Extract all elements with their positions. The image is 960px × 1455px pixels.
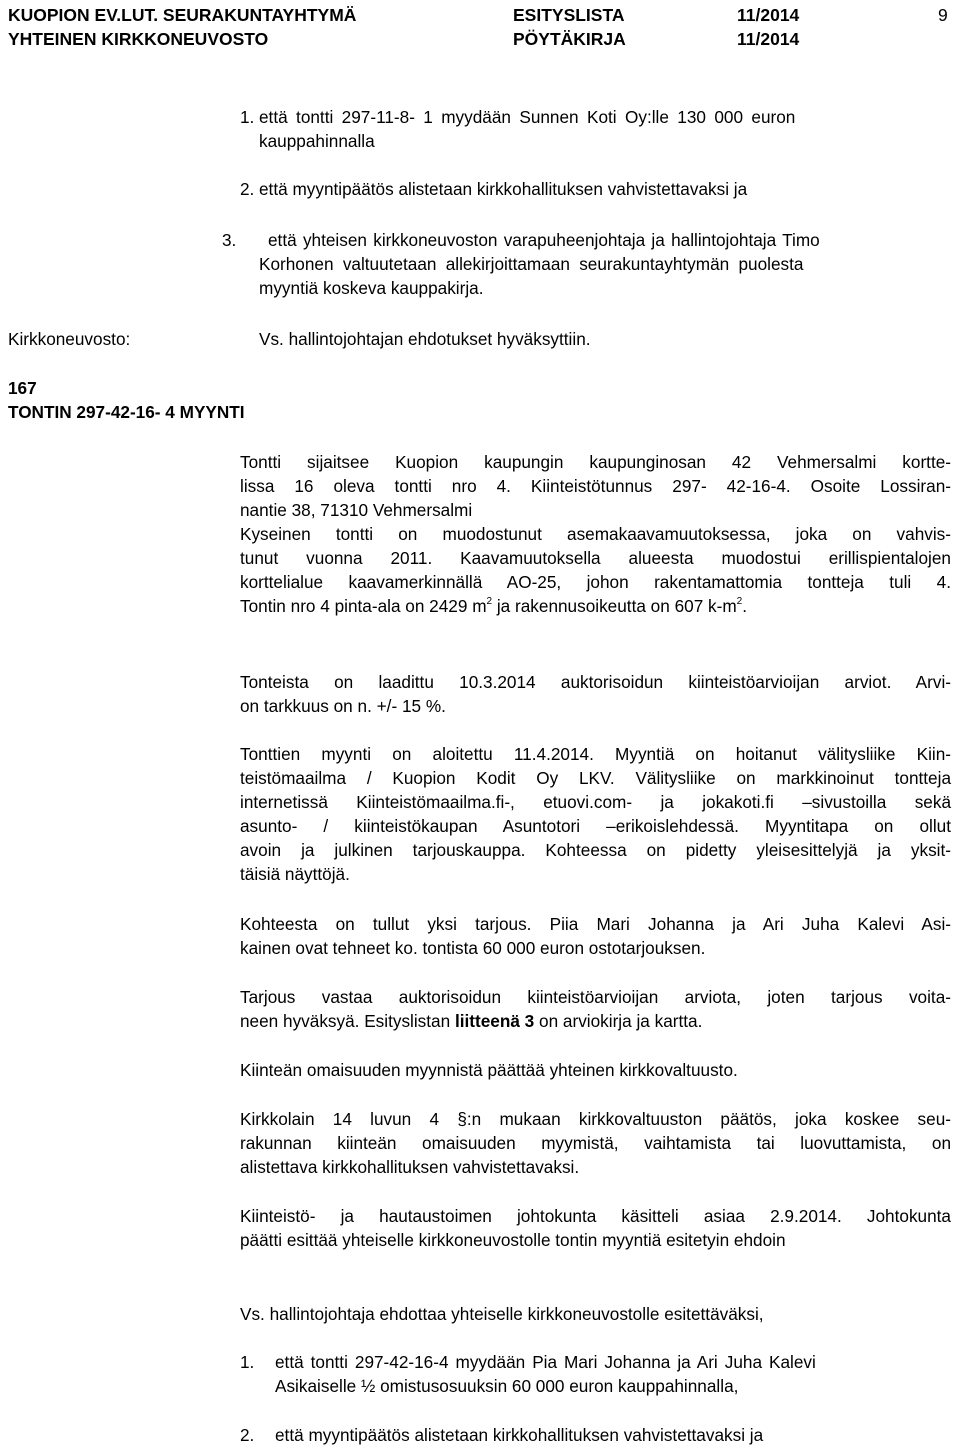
paragraph-5-line: Tarjous vastaa auktorisoidun kiinteistöarvioijan arviota, joten tarjous voita- bbox=[240, 987, 951, 1007]
paragraph-3-line: avoin ja julkinen tarjouskauppa. Kohteessa on pidetty yleisesittelyjä ja yksit- bbox=[240, 840, 951, 860]
paragraph-3-line: asunto- / kiinteistökaupan Asuntotori –erikoislehdessä. Myyntitapa on ollut bbox=[240, 816, 951, 836]
paragraph-1-line: Kyseinen tontti on muodostunut asemakaavamuutoksessa, joka on vahvis- bbox=[240, 524, 951, 544]
section-title: TONTIN 297-42-16- 4 MYYNTI bbox=[8, 402, 245, 422]
paragraph-2-line: Tonteista on laadittu 10.3.2014 auktorisoidun kiinteistöarvioijan arviot. Arvi- bbox=[240, 672, 951, 692]
prev-item-1-number: 1. bbox=[240, 107, 255, 127]
prev-item-1-line-2: kauppahinnalla bbox=[259, 131, 375, 151]
prev-item-3-number: 3. bbox=[222, 230, 237, 250]
proposal-item-1-line-1: että tontti 297-42-16-4 myydään Pia Mari Johanna ja Ari Juha Kalevi bbox=[275, 1352, 816, 1372]
prev-item-3-line-3: myyntiä koskeva kauppakirja. bbox=[259, 278, 484, 298]
paragraph-4-line: Kohteesta on tullut yksi tarjous. Piia Mari Johanna ja Ari Juha Kalevi Asi- bbox=[240, 914, 951, 934]
proposal-item-2: että myyntipäätös alistetaan kirkkohallituksen vahvistettavaksi ja bbox=[275, 1425, 764, 1445]
paragraph-1-last-line bbox=[240, 594, 951, 618]
paragraph-1-line: nantie 38, 71310 Vehmersalmi bbox=[240, 500, 473, 520]
paragraph-3-line: internetissä Kiinteistömaailma.fi-, etuovi.com- ja jokakoti.fi –sivustoilla sekä bbox=[240, 792, 951, 812]
paragraph-3 bbox=[240, 742, 951, 886]
superscript: 2 bbox=[486, 596, 493, 608]
paragraph-7-line: rakunnan kiinteän omaisuuden myymistä, vaihtamista tai luovuttamista, on bbox=[240, 1133, 951, 1153]
paragraph-2-line: on tarkkuus on n. +/- 15 %. bbox=[240, 696, 446, 716]
paragraph-1 bbox=[240, 450, 951, 618]
paragraph-5-text: neen hyväksyä. Esityslistan bbox=[240, 1011, 455, 1031]
proposal-item-1-number: 1. bbox=[240, 1352, 255, 1372]
paragraph-5-text: on arviokirja ja kartta. bbox=[534, 1011, 703, 1031]
paragraph-1-line: tunut vuonna 2011. Kaavamuutoksella alueesta muodostui erillispientalojen bbox=[240, 548, 951, 568]
prev-item-2-number: 2. bbox=[240, 179, 255, 199]
header-doc-type-1: ESITYSLISTA bbox=[513, 5, 625, 25]
attachment-reference: liitteenä 3 bbox=[454, 1011, 535, 1031]
prev-item-1-line-1: että tontti 297-11-8- 1 myydään Sunnen Koti Oy:lle 130 000 euron bbox=[259, 107, 796, 127]
paragraph-4-line: kainen ovat tehneet ko. tontista 60 000 euron ostotarjouksen. bbox=[240, 938, 706, 958]
paragraph-1-line: korttelialue kaavamerkinnällä AO-25, johon rakentamattomia tontteja tuli 4. bbox=[240, 572, 951, 592]
paragraph-3-line: Tonttien myynti on aloitettu 11.4.2014. Myyntiä on hoitanut välitysliike Kiin- bbox=[240, 744, 951, 764]
period: . bbox=[742, 596, 748, 616]
proposal-item-2-number: 2. bbox=[240, 1425, 255, 1445]
paragraph-6: Kiinteän omaisuuden myynnistä päättää yhteinen kirkkovaltuusto. bbox=[240, 1060, 738, 1080]
page-number: 9 bbox=[938, 5, 948, 25]
building-rights-text: ja rakennusoikeutta on 607 k-m bbox=[492, 596, 737, 616]
paragraph-8-line: Kiinteistö- ja hautaustoimen johtokunta käsitteli asiaa 2.9.2014. Johtokunta bbox=[240, 1206, 951, 1226]
paragraph-5-line bbox=[240, 1009, 951, 1033]
paragraph-2 bbox=[240, 670, 951, 718]
header-number-1: 11/2014 bbox=[737, 5, 800, 25]
prev-item-3-line-2: Korhonen valtuutetaan allekirjoittamaan seurakuntayhtymän puolesta bbox=[259, 254, 804, 274]
paragraph-7-line: Kirkkolain 14 luvun 4 §:n mukaan kirkkovaltuuston päätös, joka koskee seu- bbox=[240, 1109, 951, 1129]
prev-item-3-line-1: että yhteisen kirkkoneuvoston varapuheenjohtaja ja hallintojohtaja Timo bbox=[268, 230, 820, 250]
prev-item-2: että myyntipäätös alistetaan kirkkohallituksen vahvistettavaksi ja bbox=[259, 179, 748, 199]
decision-label: Kirkkoneuvosto: bbox=[8, 329, 131, 349]
paragraph-7 bbox=[240, 1107, 951, 1179]
paragraph-7-line: alistettava kirkkohallituksen vahvistettavaksi. bbox=[240, 1157, 580, 1177]
paragraph-8-line: päätti esittää yhteiselle kirkkoneuvostolle tontin myyntiä esitetyin ehdoin bbox=[240, 1230, 786, 1250]
paragraph-9: Vs. hallintojohtaja ehdottaa yhteiselle kirkkoneuvostolle esitettäväksi, bbox=[240, 1304, 764, 1324]
proposal-item-1-line-2: Asikaiselle ½ omistusosuuksin 60 000 euron kauppahinnalla, bbox=[275, 1376, 739, 1396]
paragraph-3-line: täisiä näyttöjä. bbox=[240, 864, 350, 884]
header-org: KUOPION EV.LUT. SEURAKUNTAYHTYMÄ bbox=[8, 5, 357, 25]
header-number-2: 11/2014 bbox=[737, 29, 800, 49]
header-doc-type-2: PÖYTÄKIRJA bbox=[513, 29, 626, 49]
header-body: YHTEINEN KIRKKONEUVOSTO bbox=[8, 29, 269, 49]
area-text: Tontin nro 4 pinta-ala on 2429 m bbox=[240, 596, 487, 616]
paragraph-1-line: Tontti sijaitsee Kuopion kaupungin kaupunginosan 42 Vehmersalmi kortte- bbox=[240, 452, 951, 472]
paragraph-5 bbox=[240, 985, 951, 1033]
superscript: 2 bbox=[736, 596, 743, 608]
paragraph-1-line: lissa 16 oleva tontti nro 4. Kiinteistötunnus 297- 42-16-4. Osoite Lossiran- bbox=[240, 476, 951, 496]
section-number: 167 bbox=[8, 378, 37, 398]
paragraph-4 bbox=[240, 912, 951, 960]
decision-text: Vs. hallintojohtajan ehdotukset hyväksyttiin. bbox=[259, 329, 591, 349]
paragraph-8 bbox=[240, 1204, 951, 1252]
paragraph-3-line: teistömaailma / Kuopion Kodit Oy LKV. Välitysliike on markkinoinut tontteja bbox=[240, 768, 951, 788]
